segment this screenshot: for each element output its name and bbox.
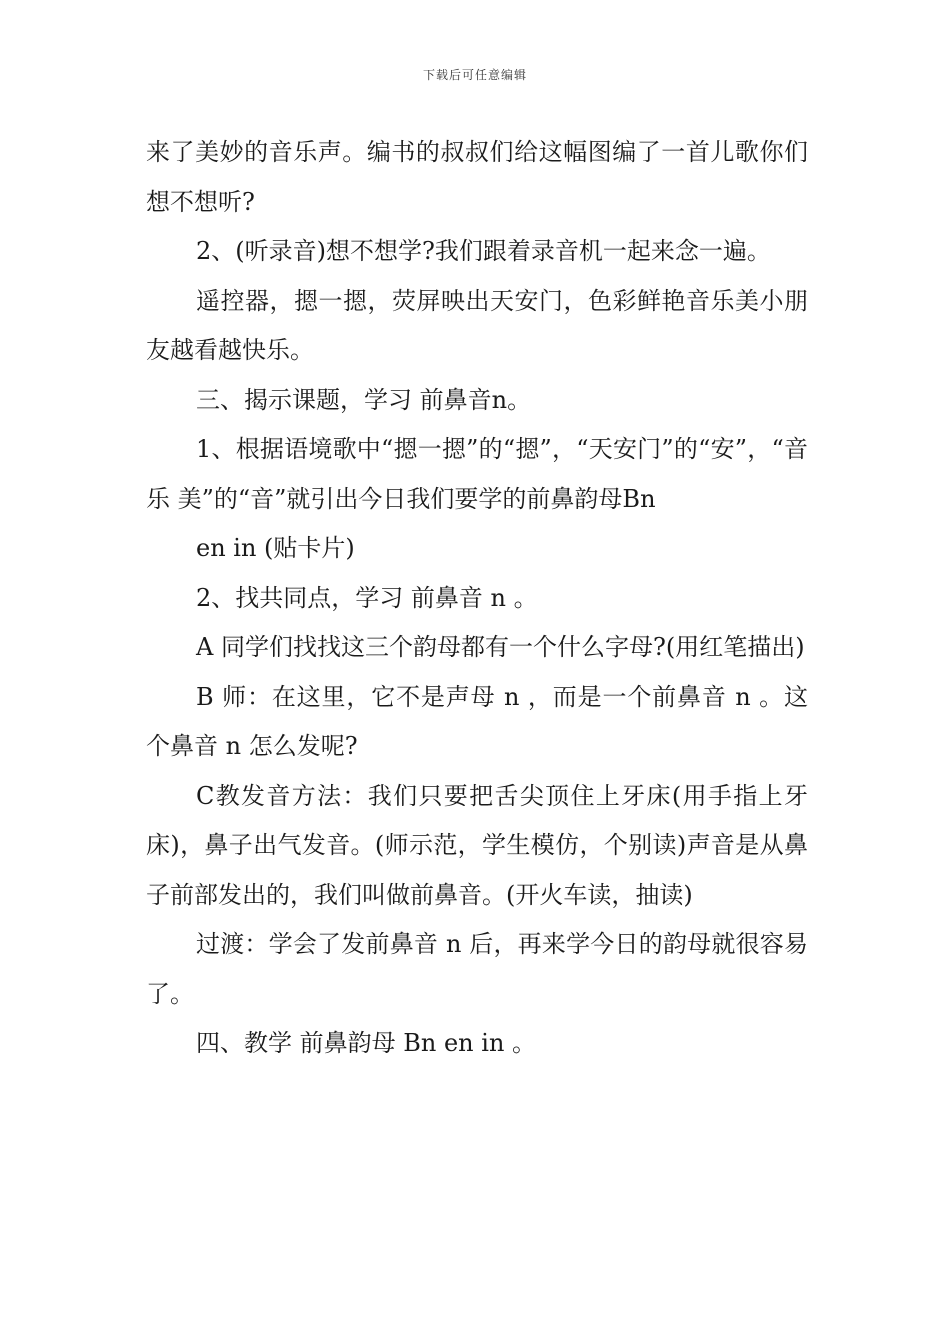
paragraph-11: 过渡：学会了发前鼻音 n 后，再来学今日的韵母就很容易了。 — [146, 930, 808, 1008]
paragraph-4: 三、揭示课题，学习 前鼻音n。 — [196, 385, 532, 414]
paragraph-12: 四、教学 前鼻韵母 Bn en in 。 — [196, 1029, 537, 1057]
paragraph-3: 遥控器，摁一摁，荧屏映出天安门，色彩鲜艳音乐美小朋友越看越快乐。 — [146, 286, 808, 364]
paragraph-10: C教发音方法：我们只要把舌尖顶住上牙床(用手指上牙床)，鼻子出气发音。(师示范，学生模仿，个别读)声音是从鼻子前部发出的，我们叫做前鼻音。(开火车读，抽读) — [146, 781, 808, 909]
page-header: 下载后可任意编辑 — [422, 68, 527, 82]
paragraph-8: A 同学们找找这三个韵母都有一个什么字母?(用红笔描出) — [196, 633, 805, 661]
paragraph-7: 2、找共同点，学习 前鼻音 n 。 — [196, 583, 538, 612]
paragraph-5: 1、根据语境歌中“摁一摁”的“摁”，“天安门”的“安”，“音乐 美”的“音”就引出今日我们要学的前鼻韵母Bn — [146, 435, 808, 513]
paragraph-9: B 师：在这里，它不是声母 n ，而是一个前鼻音 n 。这个鼻音 n 怎么发呢? — [146, 682, 808, 760]
document-body — [146, 128, 808, 1069]
paragraph-1: 来了美妙的音乐声。编书的叔叔们给这幅图编了一首儿歌你们想不想听? — [146, 138, 808, 216]
paragraph-2: 2、(听录音)想不想学?我们跟着录音机一起来念一遍。 — [196, 237, 771, 265]
paragraph-6: en in (贴卡片) — [196, 534, 355, 562]
